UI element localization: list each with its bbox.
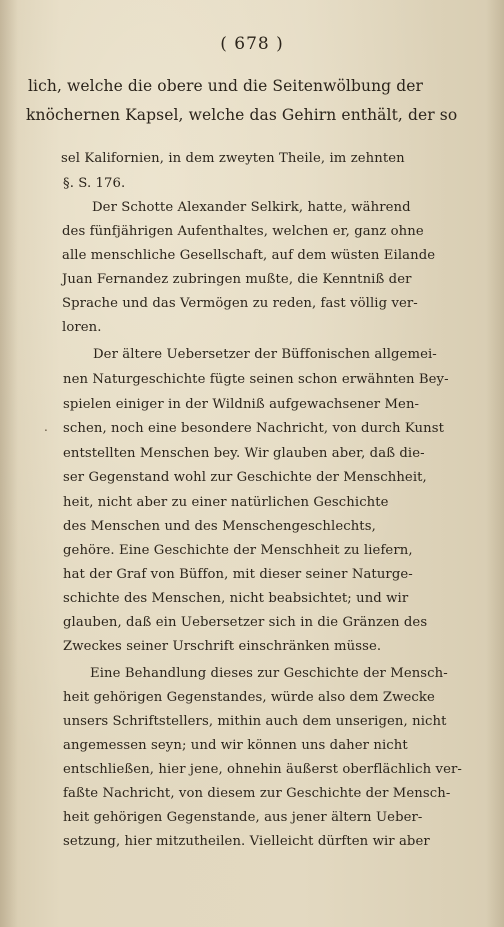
text-line: lich, welche die obere und die Seitenwölbung der [28, 77, 424, 95]
margin-dot: . [44, 420, 48, 434]
text-line: angemessen seyn; und wir können uns daher nicht [63, 738, 408, 753]
text-line: Eine Behandlung dieses zur Geschichte der Mensch- [90, 666, 448, 681]
text-line: loren. [62, 320, 102, 335]
text-line: heit gehörigen Gegenstande, aus jener ältern Ueber- [63, 810, 423, 825]
text-line: nen Naturgeschichte fügte seinen schon erwähnten Bey- [63, 372, 449, 387]
right-page-shadow [486, 0, 504, 927]
page-number: ( 678 ) [220, 34, 284, 54]
text-line: Der ältere Uebersetzer der Büffonischen allgemei- [93, 347, 437, 362]
text-line: faßte Nachricht, von diesem zur Geschichte der Mensch- [63, 786, 451, 801]
text-line: Zweckes seiner Urschrift einschränken müsse. [63, 639, 382, 654]
text-line: Juan Fernandez zubringen mußte, die Kenntniß der [62, 272, 412, 287]
text-line: setzung, hier mitzutheilen. Vielleicht dürften wir aber [63, 834, 430, 849]
left-page-shadow [0, 0, 18, 927]
text-line: des fünfjährigen Aufenthaltes, welchen er, ganz ohne [62, 224, 424, 239]
text-line: heit gehörigen Gegenstandes, würde also dem Zwecke [63, 690, 435, 705]
text-line: glauben, daß ein Uebersetzer sich in die Gränzen des [63, 615, 428, 630]
text-line: heit, nicht aber zu einer natürlichen Geschichte [63, 495, 389, 510]
text-line: unsers Schriftstellers, mithin auch dem unserigen, nicht [63, 714, 447, 729]
text-line: hat der Graf von Büffon, mit dieser seiner Naturge- [63, 567, 413, 582]
text-line: gehöre. Eine Geschichte der Menschheit zu liefern, [63, 543, 413, 558]
text-line: schen, noch eine besondere Nachricht, von durch Kunst [63, 421, 445, 436]
text-line: knöchernen Kapsel, welche das Gehirn enthält, der so [26, 106, 458, 124]
text-line: Der Schotte Alexander Selkirk, hatte, während [92, 200, 411, 215]
text-line: des Menschen und des Menschengeschlechts, [63, 519, 376, 534]
text-line: Sprache und das Vermögen zu reden, fast völlig ver- [62, 296, 418, 311]
text-line: §. S. 176. [63, 176, 126, 191]
text-line: entstellten Menschen bey. Wir glauben aber, daß die- [63, 446, 425, 461]
text-line: alle menschliche Gesellschaft, auf dem wüsten Eilande [62, 248, 436, 263]
text-line: spielen einiger in der Wildniß aufgewachsener Men- [63, 397, 420, 412]
text-line: ser Gegenstand wohl zur Geschichte der Menschheit, [63, 470, 427, 485]
text-line: sel Kalifornien, in dem zweyten Theile, im zehnten [61, 151, 405, 166]
text-line: schichte des Menschen, nicht beabsichtet; und wir [63, 591, 409, 606]
text-line: entschließen, hier jene, ohnehin äußerst oberflächlich ver- [63, 762, 462, 777]
